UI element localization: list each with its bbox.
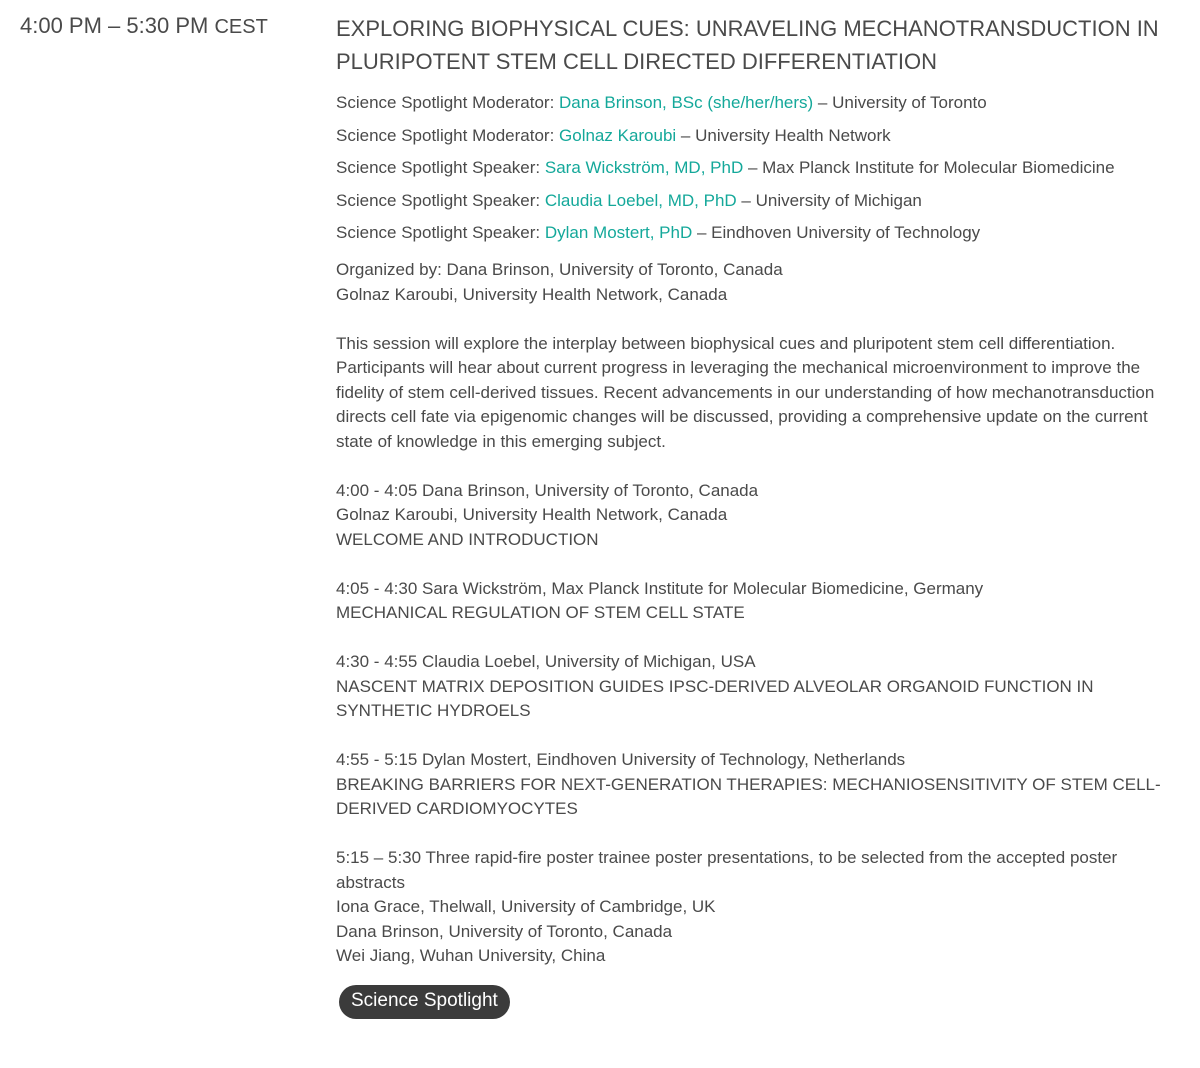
person-role: Science Spotlight Speaker: (336, 190, 545, 210)
agenda-line: MECHANICAL REGULATION OF STEM CELL STATE (336, 603, 745, 622)
agenda-line: 4:30 - 4:55 Claudia Loebel, University of Michigan, USA (336, 652, 756, 671)
person-row (336, 189, 1166, 213)
session-title: EXPLORING BIOPHYSICAL CUES: UNRAVELING MECHANOTRANSDUCTION IN PLURIPOTENT STEM CELL DIRECTED DIFFERENTIATION (336, 16, 1159, 74)
agenda-line: 4:00 - 4:05 Dana Brinson, University of Toronto, Canada (336, 480, 759, 500)
session-content (336, 12, 1166, 1019)
person-affiliation: – University of Toronto (813, 93, 987, 112)
session-time (20, 12, 268, 41)
session-timezone: CEST (214, 16, 268, 38)
person-role: Science Spotlight Speaker: (336, 223, 545, 242)
agenda-line: Dana Brinson, University of Toronto, Canada (336, 921, 673, 941)
agenda-item (336, 479, 1166, 553)
session-time-range: 4:00 PM – 5:30 PM (20, 13, 209, 38)
person-affiliation: – University Health Network (676, 125, 891, 145)
person-affiliation: – University of Michigan (736, 190, 922, 210)
agenda-line: 4:05 - 4:30 Sara Wickström, Max Planck Institute for Molecular Biomedicine, Germany (336, 578, 984, 598)
person-name-link[interactable]: Sara Wickström, MD, PhD (544, 158, 744, 177)
person-role: Science Spotlight Speaker: (336, 158, 545, 177)
agenda-line: WELCOME AND INTRODUCTION (336, 529, 599, 549)
person-name-link[interactable]: Dylan Mostert, PhD (544, 223, 693, 242)
agenda-line: Wei Jiang, Wuhan University, China (336, 946, 606, 965)
agenda-line: Iona Grace, Thelwall, University of Cambridge, UK (336, 897, 716, 916)
agenda-item (336, 748, 1166, 822)
agenda-item (336, 650, 1166, 724)
person-role: Science Spotlight Moderator: (336, 125, 560, 145)
agenda-item (336, 577, 1166, 626)
agenda-line: 4:55 - 5:15 Dylan Mostert, Eindhoven University of Technology, Netherlands (336, 750, 906, 769)
session-description: This session will explore the interplay between biophysical cues and pluripotent stem cell differentiation. Participants will hear about current progress in leveraging the mechanical microenvironment to improve the fidelity of stem cell-derived tissues. Recent advancements in our understanding of how mechanotransduction directs cell fate via epigenomic changes will be discussed, providing a comprehensive update on the current state of knowledge in this emerging subject. (336, 333, 1155, 451)
person-role: Science Spotlight Moderator: (336, 93, 560, 112)
people-list (336, 91, 1166, 245)
person-row (336, 124, 1166, 148)
session-tag-button[interactable]: Science Spotlight (339, 985, 510, 1019)
organizer-line: Organized by: Dana Brinson, University of Toronto, Canada (336, 260, 783, 279)
agenda-line: NASCENT MATRIX DEPOSITION GUIDES IPSC-DERIVED ALVEOLAR ORGANOID FUNCTION IN SYNTHETIC HYDROELS (336, 676, 1094, 720)
organizer-line: Golnaz Karoubi, University Health Network, Canada (336, 284, 728, 304)
person-name-link[interactable]: Claudia Loebel, MD, PhD (544, 190, 737, 210)
person-row (336, 156, 1166, 180)
person-affiliation: – Eindhoven University of Technology (692, 223, 981, 242)
agenda-item (336, 846, 1166, 969)
person-row (336, 91, 1166, 115)
agenda-line: BREAKING BARRIERS FOR NEXT-GENERATION THERAPIES: MECHANIOSENSITIVITY OF STEM CELL-DERIVED CARDIOMYOCYTES (336, 774, 1161, 818)
person-name-link[interactable]: Golnaz Karoubi (559, 125, 677, 145)
organizers (336, 258, 1166, 307)
person-row (336, 221, 1166, 245)
agenda-line: 5:15 – 5:30 Three rapid-fire poster trainee poster presentations, to be selected from the accepted poster abstracts (336, 848, 1118, 892)
person-name-link[interactable]: Dana Brinson, BSc (she/her/hers) (559, 93, 814, 112)
agenda-line: Golnaz Karoubi, University Health Network, Canada (336, 505, 728, 524)
person-affiliation: – Max Planck Institute for Molecular Biomedicine (743, 158, 1115, 177)
